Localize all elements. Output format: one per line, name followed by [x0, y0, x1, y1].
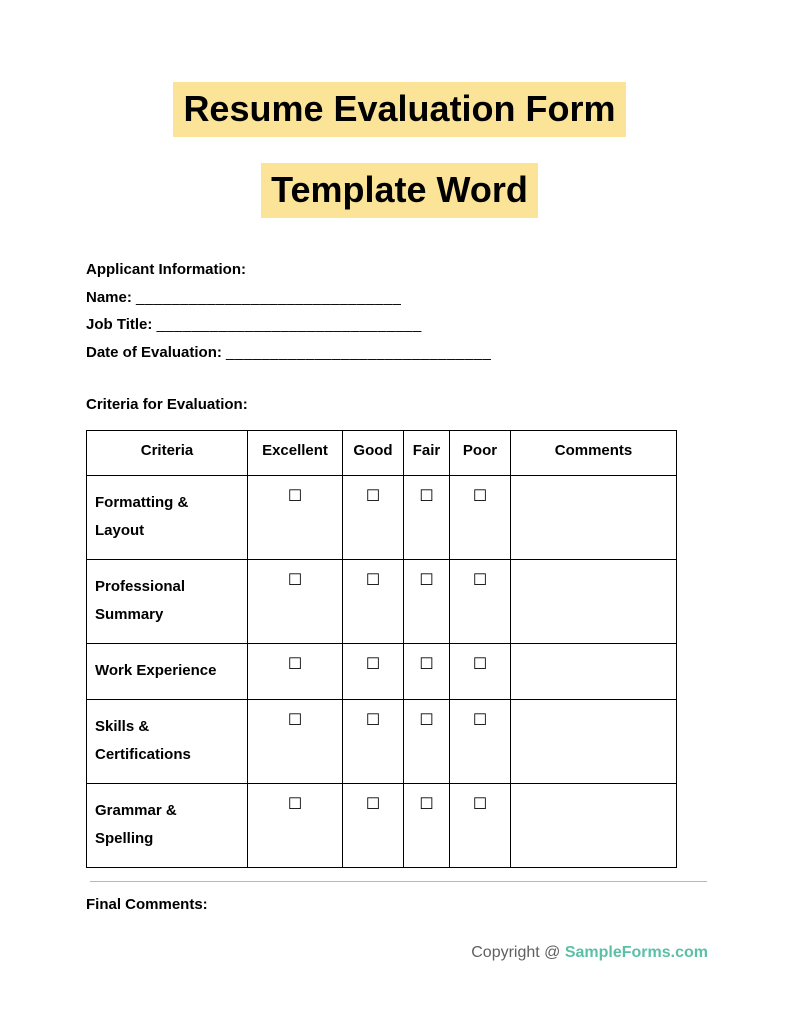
job-title-label: Job Title:	[86, 316, 153, 334]
criteria-skills-certifications: Skills & Certifications	[87, 700, 248, 784]
footer-divider	[90, 881, 707, 882]
copyright-prefix: Copyright @	[471, 944, 565, 961]
table-row	[87, 700, 677, 784]
date-of-evaluation-label: Date of Evaluation:	[86, 343, 222, 361]
checkbox-cell[interactable]	[450, 644, 511, 700]
checkbox-icon[interactable]: ☐	[472, 712, 488, 730]
checkbox-icon[interactable]: ☐	[365, 712, 381, 730]
title-line-2	[0, 163, 799, 218]
criteria-professional-summary: Professional Summary	[87, 560, 248, 644]
comments-cell[interactable]	[511, 476, 677, 560]
header-comments: Comments	[511, 431, 677, 476]
date-of-evaluation-field-row	[86, 339, 713, 367]
checkbox-icon[interactable]: ☐	[287, 488, 303, 506]
title-line-1	[0, 82, 799, 137]
page-title	[0, 0, 799, 218]
checkbox-cell[interactable]	[248, 476, 343, 560]
criteria-work-experience: Work Experience	[87, 644, 248, 700]
checkbox-icon[interactable]: ☐	[365, 572, 381, 590]
job-title-field-row	[86, 311, 713, 339]
checkbox-cell[interactable]	[404, 476, 450, 560]
checkbox-icon[interactable]: ☐	[365, 656, 381, 674]
table-row	[87, 476, 677, 560]
checkbox-icon[interactable]: ☐	[287, 656, 303, 674]
header-poor: Poor	[450, 431, 511, 476]
checkbox-cell[interactable]	[404, 700, 450, 784]
comments-cell[interactable]	[511, 560, 677, 644]
checkbox-cell[interactable]	[248, 784, 343, 868]
applicant-information-section	[86, 256, 713, 366]
criteria-formatting-layout: Formatting & Layout	[87, 476, 248, 560]
checkbox-icon[interactable]: ☐	[472, 572, 488, 590]
checkbox-icon[interactable]: ☐	[287, 712, 303, 730]
checkbox-icon[interactable]: ☐	[419, 656, 434, 674]
checkbox-cell[interactable]	[404, 560, 450, 644]
checkbox-cell[interactable]	[343, 700, 404, 784]
criteria-grammar-spelling: Grammar & Spelling	[87, 784, 248, 868]
title-highlight-1: Resume Evaluation Form	[173, 82, 625, 137]
checkbox-icon[interactable]: ☐	[287, 796, 303, 814]
criteria-for-evaluation-heading: Criteria for Evaluation:	[86, 396, 248, 414]
checkbox-icon[interactable]: ☐	[472, 488, 488, 506]
job-title-blank-line: ______________________________	[156, 316, 422, 334]
sampleforms-link[interactable]: SampleForms.com	[564, 944, 708, 961]
header-fair: Fair	[404, 431, 450, 476]
checkbox-icon[interactable]: ☐	[472, 796, 488, 814]
name-label: Name:	[86, 288, 132, 306]
checkbox-icon[interactable]: ☐	[365, 796, 381, 814]
checkbox-icon[interactable]: ☐	[419, 488, 434, 506]
copyright-line	[471, 944, 708, 962]
evaluation-table	[86, 430, 677, 868]
checkbox-cell[interactable]	[248, 700, 343, 784]
name-blank-line: ______________________________	[136, 288, 402, 306]
checkbox-cell[interactable]	[343, 784, 404, 868]
checkbox-cell[interactable]	[404, 644, 450, 700]
checkbox-cell[interactable]	[450, 560, 511, 644]
checkbox-cell[interactable]	[343, 476, 404, 560]
checkbox-cell[interactable]	[343, 644, 404, 700]
header-criteria: Criteria	[87, 431, 248, 476]
applicant-information-heading: Applicant Information:	[86, 261, 246, 279]
checkbox-icon[interactable]: ☐	[419, 712, 434, 730]
checkbox-cell[interactable]	[450, 700, 511, 784]
name-field-row	[86, 284, 713, 312]
table-row	[87, 784, 677, 868]
checkbox-icon[interactable]: ☐	[419, 572, 434, 590]
date-of-evaluation-blank-line: ______________________________	[226, 343, 492, 361]
table-row	[87, 644, 677, 700]
checkbox-cell[interactable]	[450, 476, 511, 560]
header-excellent: Excellent	[248, 431, 343, 476]
header-good: Good	[343, 431, 404, 476]
comments-cell[interactable]	[511, 700, 677, 784]
final-comments-label: Final Comments:	[86, 896, 208, 914]
checkbox-cell[interactable]	[404, 784, 450, 868]
table-header-row	[87, 431, 677, 476]
checkbox-cell[interactable]	[248, 644, 343, 700]
checkbox-cell[interactable]	[450, 784, 511, 868]
comments-cell[interactable]	[511, 644, 677, 700]
table-row	[87, 560, 677, 644]
checkbox-icon[interactable]: ☐	[365, 488, 381, 506]
checkbox-icon[interactable]: ☐	[419, 796, 434, 814]
checkbox-icon[interactable]: ☐	[472, 656, 488, 674]
checkbox-cell[interactable]	[343, 560, 404, 644]
comments-cell[interactable]	[511, 784, 677, 868]
title-highlight-2: Template Word	[261, 163, 538, 218]
checkbox-icon[interactable]: ☐	[287, 572, 303, 590]
checkbox-cell[interactable]	[248, 560, 343, 644]
